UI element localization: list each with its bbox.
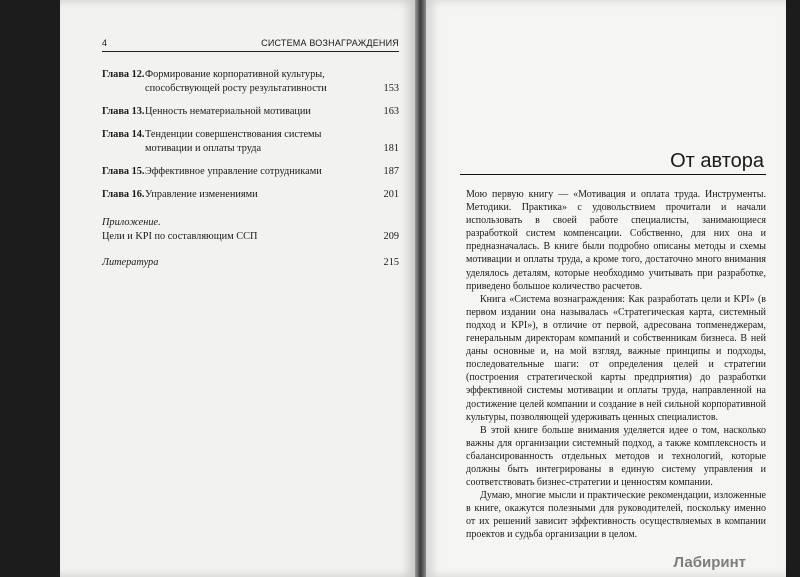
running-head xyxy=(102,38,399,52)
literature-label: Литература xyxy=(102,257,159,268)
toc-chapter-label: Глава 16. xyxy=(102,189,145,200)
toc-page-number: 163 xyxy=(383,106,399,117)
toc-chapter-label: Глава 14. xyxy=(102,129,145,140)
toc-page-number: 201 xyxy=(383,189,399,200)
running-title: СИСТЕМА ВОЗНАГРАЖДЕНИЯ xyxy=(261,38,399,48)
toc-entry xyxy=(102,105,399,119)
toc-chapter-title: Тенденции совершенствования системы мотивации и оплаты труда xyxy=(145,129,322,154)
toc-chapter-label: Глава 13. xyxy=(102,106,145,117)
toc-entry xyxy=(102,165,399,179)
table-of-contents xyxy=(102,68,399,279)
toc-literature xyxy=(102,256,399,270)
toc-page-number: 153 xyxy=(383,83,399,94)
toc-chapter-title: Ценность нематериальной мотивации xyxy=(145,106,311,117)
heading-rule xyxy=(460,148,766,175)
toc-page-number: 187 xyxy=(383,166,399,177)
toc-entry xyxy=(102,128,399,156)
page-number: 4 xyxy=(102,38,108,48)
body-text xyxy=(466,188,766,542)
toc-chapter-label: Глава 15. xyxy=(102,166,145,177)
toc-entry xyxy=(102,68,399,96)
appendix-page-number: 209 xyxy=(383,231,399,242)
toc-chapter-title: Управление изменениями xyxy=(145,189,258,200)
appendix-title: Цели и KPI по составляющим ССП xyxy=(102,231,258,242)
page-heading: От автора xyxy=(670,150,764,172)
toc-chapter-title: Эффективное управление сотрудниками xyxy=(145,166,322,177)
toc-entry xyxy=(102,188,399,202)
toc-chapter-label: Глава 12. xyxy=(102,69,145,80)
appendix-label: Приложение. xyxy=(102,217,161,228)
paragraph: Думаю, многие мысли и практические рекомендации, изложенные в книге, окажутся полезными для руководителей, поскольку именно от их решений зависит эффективность осуществляемых в компании проектов и судьба организации в целом. xyxy=(466,490,766,541)
labirint-watermark: Лабиринт xyxy=(673,554,746,571)
left-page xyxy=(60,0,415,577)
paragraph: В этой книге больше внимания уделяется идее о том, насколько важны для организации системный подход, а также комплексность и сбалансированность отдельных методов и технологий, которые должны быть интегрированы в единую систему управления и соответствовать бизнес-стратегии и ценностям компании. xyxy=(466,424,766,489)
book-gutter xyxy=(415,0,426,577)
toc-appendix xyxy=(102,216,399,244)
right-page xyxy=(426,0,786,577)
paragraph: Книга «Система вознаграждения: Как разработать цели и KPI» (в первом издании она называлась «Стратегическая карта, системный подход и KPI»), в отличие от первой, адресована топменеджерам, генеральным директорам компаний и собственникам бизнеса. В ней даны основные и, на мой взгляд, важные принципы и подходы, последовательные шаги: от определения целей и стратегии (построения стратегической карты предприятия) до разработки эффективной системы мотивации и оплаты труда, направленной на достижение целей компании и создание в ней сильной корпоративной культуры, позволяющей удерживать ценных специалистов. xyxy=(466,293,766,423)
literature-page-number: 215 xyxy=(383,257,399,268)
toc-chapter-title: Формирование корпоративной культуры, способствующей росту результативности xyxy=(145,69,327,94)
paragraph: Мою первую книгу — «Мотивация и оплата труда. Инструменты. Методики. Практика» с удовольствием прочитали и начали использовать в своей работе специалисты, занимающиеся разработкой систем компенсации. Собственно, для них она и предназначалась. В книге были подробно описаны методы и схемы мотивации и оплаты труда, а кроме того, достаточно много внимания уделялось деталям, которые необходимо учитывать при разработке, приведено большое количество расчетов. xyxy=(466,189,766,292)
toc-page-number: 181 xyxy=(383,143,399,154)
